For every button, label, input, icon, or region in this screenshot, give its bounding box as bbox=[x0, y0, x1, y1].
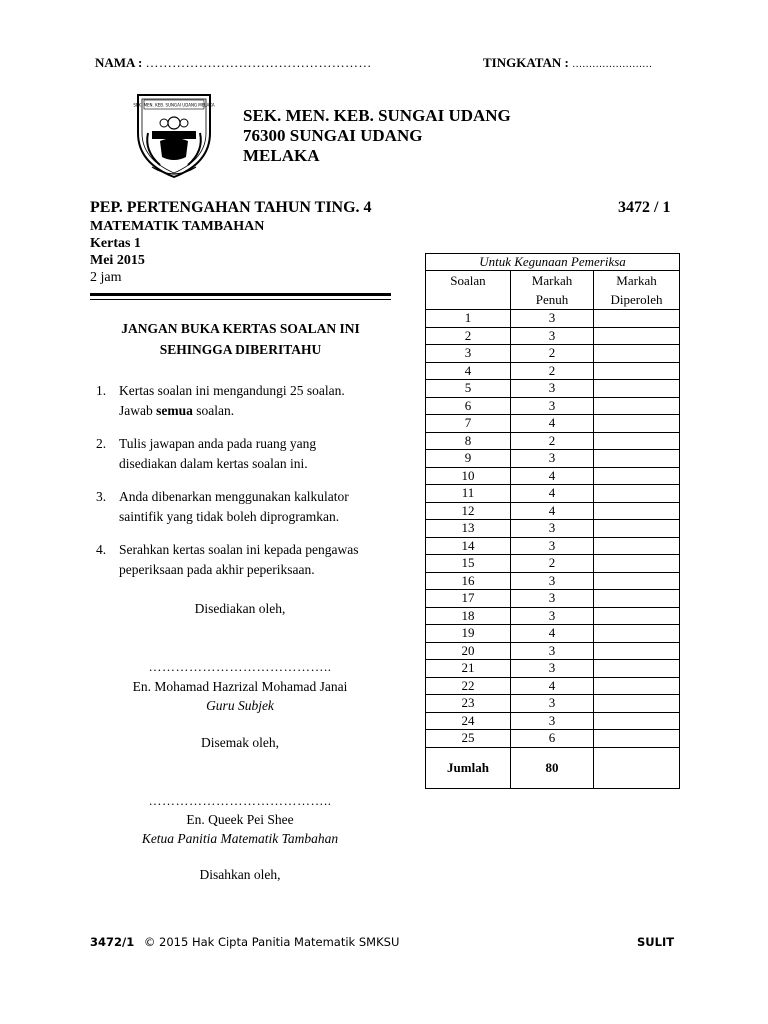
question-number-cell: 25 bbox=[426, 730, 511, 748]
instruction-item bbox=[96, 487, 396, 527]
header-question bbox=[426, 271, 511, 310]
question-number-cell: 9 bbox=[426, 450, 511, 468]
instruction-item bbox=[96, 381, 396, 421]
instruction-item bbox=[96, 540, 396, 600]
checked-by-label: Disemak oleh, bbox=[201, 735, 279, 750]
question-number-cell: 23 bbox=[426, 695, 511, 713]
question-number-cell: 8 bbox=[426, 432, 511, 450]
instruction-fragment: Jawab bbox=[119, 402, 157, 418]
question-number-cell: 18 bbox=[426, 607, 511, 625]
table-row bbox=[426, 730, 680, 748]
footer-left bbox=[90, 935, 399, 949]
full-marks-cell: 3 bbox=[511, 520, 594, 538]
question-number-cell: 4 bbox=[426, 362, 511, 380]
crest-icon bbox=[130, 93, 218, 179]
full-marks-cell: 4 bbox=[511, 625, 594, 643]
question-number-cell: 10 bbox=[426, 467, 511, 485]
table-row bbox=[426, 432, 680, 450]
obtained-marks-cell bbox=[594, 625, 680, 643]
full-marks-cell: 3 bbox=[511, 572, 594, 590]
approved-by-label: Disahkan oleh, bbox=[199, 867, 281, 882]
exam-details bbox=[90, 218, 264, 286]
full-marks-cell: 3 bbox=[511, 310, 594, 328]
full-marks-cell: 3 bbox=[511, 537, 594, 555]
table-row bbox=[426, 695, 680, 713]
footer-code: 3472/1 bbox=[90, 935, 135, 949]
name-dots: …………………………………………… bbox=[145, 55, 372, 70]
divider-thin bbox=[90, 299, 391, 300]
table-total-row bbox=[426, 747, 680, 788]
header-line: Markah bbox=[531, 273, 573, 288]
obtained-marks-cell bbox=[594, 502, 680, 520]
table-row bbox=[426, 642, 680, 660]
question-number-cell: 1 bbox=[426, 310, 511, 328]
question-number-cell: 2 bbox=[426, 327, 511, 345]
obtained-marks-cell bbox=[594, 660, 680, 678]
question-number-cell: 6 bbox=[426, 397, 511, 415]
full-marks-cell: 3 bbox=[511, 642, 594, 660]
name-field bbox=[95, 55, 372, 71]
table-row bbox=[426, 345, 680, 363]
table-row bbox=[426, 555, 680, 573]
full-marks-cell: 2 bbox=[511, 362, 594, 380]
total-obtained-cell bbox=[594, 747, 680, 788]
full-marks-cell: 2 bbox=[511, 555, 594, 573]
question-number-cell: 3 bbox=[426, 345, 511, 363]
header-line: Markah bbox=[616, 273, 657, 288]
obtained-marks-cell bbox=[594, 310, 680, 328]
table-row bbox=[426, 310, 680, 328]
school-crest-logo bbox=[130, 93, 218, 179]
school-address-line: 76300 SUNGAI UDANG bbox=[243, 126, 423, 145]
exam-code: 3472 / 1 bbox=[618, 199, 671, 216]
instruction-text bbox=[119, 381, 384, 420]
obtained-marks-cell bbox=[594, 712, 680, 730]
table-row bbox=[426, 607, 680, 625]
obtained-marks-cell bbox=[594, 537, 680, 555]
obtained-marks-cell bbox=[594, 380, 680, 398]
instruction-number: 3. bbox=[96, 489, 107, 504]
instruction-item bbox=[96, 434, 396, 474]
full-marks-cell: 3 bbox=[511, 397, 594, 415]
subject-name: MATEMATIK TAMBAHAN bbox=[90, 219, 265, 234]
full-marks-cell: 3 bbox=[511, 607, 594, 625]
table-row bbox=[426, 660, 680, 678]
instruction-number: 2. bbox=[96, 436, 107, 451]
table-row bbox=[426, 397, 680, 415]
obtained-marks-cell bbox=[594, 695, 680, 713]
school-name-line: SEK. MEN. KEB. SUNGAI UDANG bbox=[243, 106, 511, 125]
full-marks-cell: 4 bbox=[511, 502, 594, 520]
question-number-cell: 11 bbox=[426, 485, 511, 503]
footer-copyright: © 2015 Hak Cipta Panitia Matematik SMKSU bbox=[143, 935, 400, 949]
header-line: Diperoleh bbox=[610, 292, 663, 307]
question-number-cell: 22 bbox=[426, 677, 511, 695]
full-marks-cell: 6 bbox=[511, 730, 594, 748]
question-number-cell: 20 bbox=[426, 642, 511, 660]
footer-classification: SULIT bbox=[637, 935, 675, 949]
exam-date: Mei 2015 bbox=[90, 253, 145, 268]
obtained-marks-cell bbox=[594, 397, 680, 415]
obtained-marks-cell bbox=[594, 590, 680, 608]
full-marks-cell: 3 bbox=[511, 450, 594, 468]
school-name bbox=[243, 106, 511, 166]
question-number-cell: 7 bbox=[426, 415, 511, 433]
instruction-fragment: soalan. bbox=[192, 402, 235, 418]
table-row bbox=[426, 520, 680, 538]
obtained-marks-cell bbox=[594, 520, 680, 538]
crest-text: SEK. MEN. KEB. SUNGAI UDANG MELAKA bbox=[133, 102, 215, 108]
table-header-row bbox=[426, 271, 680, 310]
table-row bbox=[426, 485, 680, 503]
obtained-marks-cell bbox=[594, 467, 680, 485]
instruction-number: 1. bbox=[96, 383, 107, 398]
instruction-text: Anda dibenarkan menggunakan kalkulator saintifik yang tidak boleh diprogramkan. bbox=[119, 489, 349, 524]
obtained-marks-cell bbox=[594, 485, 680, 503]
signature-line: ………………………………….. bbox=[148, 659, 332, 674]
form-field bbox=[483, 55, 652, 71]
checker-name: En. Queek Pei Shee bbox=[186, 812, 294, 827]
table-row bbox=[426, 502, 680, 520]
table-row bbox=[426, 362, 680, 380]
warning-line: JANGAN BUKA KERTAS SOALAN INI bbox=[121, 321, 360, 336]
examiner-marks-table bbox=[425, 253, 680, 789]
table-title-row bbox=[426, 254, 680, 271]
question-number-cell: 17 bbox=[426, 590, 511, 608]
instruction-line bbox=[119, 401, 384, 421]
warning-text bbox=[90, 318, 391, 360]
table-row bbox=[426, 572, 680, 590]
teacher-role: Guru Subjek bbox=[206, 698, 274, 713]
table-row bbox=[426, 625, 680, 643]
obtained-marks-cell bbox=[594, 432, 680, 450]
question-number-cell: 19 bbox=[426, 625, 511, 643]
table-row bbox=[426, 537, 680, 555]
question-number-cell: 16 bbox=[426, 572, 511, 590]
divider-thick bbox=[90, 293, 391, 296]
question-number-cell: 5 bbox=[426, 380, 511, 398]
signature-line: ………………………………….. bbox=[148, 793, 332, 808]
instruction-text: Tulis jawapan anda pada ruang yang disediakan dalam kertas soalan ini. bbox=[119, 436, 317, 471]
warning-line: SEHINGGA DIBERITAHU bbox=[159, 342, 322, 357]
obtained-marks-cell bbox=[594, 607, 680, 625]
obtained-marks-cell bbox=[594, 677, 680, 695]
full-marks-cell: 3 bbox=[511, 695, 594, 713]
exam-duration: 2 jam bbox=[90, 270, 122, 285]
obtained-marks-cell bbox=[594, 572, 680, 590]
obtained-marks-cell bbox=[594, 327, 680, 345]
question-number-cell: 21 bbox=[426, 660, 511, 678]
instruction-text: Serahkan kertas soalan ini kepada pengawas peperiksaan pada akhir peperiksaan. bbox=[119, 542, 359, 577]
full-marks-cell: 3 bbox=[511, 660, 594, 678]
obtained-marks-cell bbox=[594, 730, 680, 748]
table-title: Untuk Kegunaan Pemeriksa bbox=[426, 254, 680, 271]
exam-title: PEP. PERTENGAHAN TAHUN TING. 4 bbox=[90, 199, 372, 216]
question-number-cell: 15 bbox=[426, 555, 511, 573]
full-marks-cell: 4 bbox=[511, 677, 594, 695]
question-number-cell: 24 bbox=[426, 712, 511, 730]
instruction-emphasis: semua bbox=[156, 402, 193, 418]
full-marks-cell: 3 bbox=[511, 380, 594, 398]
question-number-cell: 14 bbox=[426, 537, 511, 555]
table-row bbox=[426, 467, 680, 485]
instruction-number: 4. bbox=[96, 542, 107, 557]
full-marks-cell: 4 bbox=[511, 467, 594, 485]
full-marks-cell: 3 bbox=[511, 712, 594, 730]
header-question-label: Soalan bbox=[450, 273, 486, 288]
obtained-marks-cell bbox=[594, 362, 680, 380]
form-label: TINGKATAN : bbox=[483, 55, 569, 70]
checker-role: Ketua Panitia Matematik Tambahan bbox=[141, 831, 339, 846]
full-marks-cell: 3 bbox=[511, 327, 594, 345]
full-marks-cell: 2 bbox=[511, 432, 594, 450]
table-row bbox=[426, 327, 680, 345]
question-number-cell: 13 bbox=[426, 520, 511, 538]
header-line: Penuh bbox=[535, 292, 569, 307]
header-full-marks bbox=[511, 271, 594, 310]
header-obtained-marks bbox=[594, 271, 680, 310]
obtained-marks-cell bbox=[594, 345, 680, 363]
full-marks-cell: 2 bbox=[511, 345, 594, 363]
question-number-cell: 12 bbox=[426, 502, 511, 520]
name-label: NAMA : bbox=[95, 55, 143, 70]
table-row bbox=[426, 590, 680, 608]
table-row bbox=[426, 380, 680, 398]
teacher-name: En. Mohamad Hazrizal Mohamad Janai bbox=[132, 679, 348, 694]
table-row bbox=[426, 415, 680, 433]
total-value: 80 bbox=[511, 747, 594, 788]
table-row bbox=[426, 677, 680, 695]
paper-number: Kertas 1 bbox=[90, 236, 141, 251]
full-marks-cell: 3 bbox=[511, 590, 594, 608]
school-state-line: MELAKA bbox=[243, 146, 320, 165]
instruction-line: Kertas soalan ini mengandungi 25 soalan. bbox=[119, 383, 345, 398]
form-dots: …………………… bbox=[572, 59, 653, 70]
obtained-marks-cell bbox=[594, 642, 680, 660]
prepared-by-label: Disediakan oleh, bbox=[194, 601, 286, 616]
full-marks-cell: 4 bbox=[511, 415, 594, 433]
obtained-marks-cell bbox=[594, 450, 680, 468]
total-label: Jumlah bbox=[426, 747, 511, 788]
obtained-marks-cell bbox=[594, 415, 680, 433]
obtained-marks-cell bbox=[594, 555, 680, 573]
full-marks-cell: 4 bbox=[511, 485, 594, 503]
table-row bbox=[426, 450, 680, 468]
table-row bbox=[426, 712, 680, 730]
